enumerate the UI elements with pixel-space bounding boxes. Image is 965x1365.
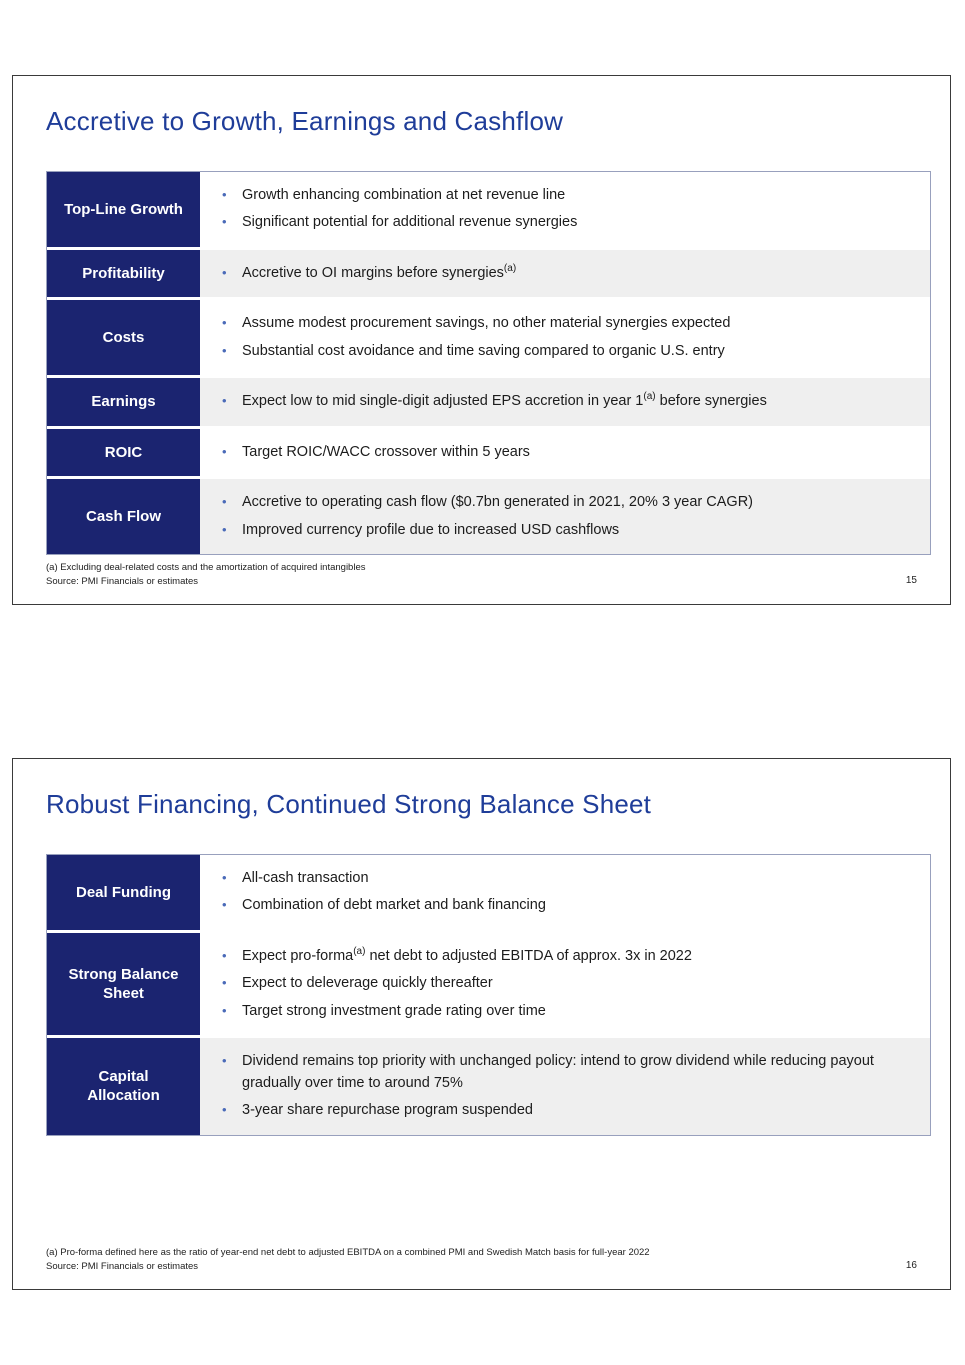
bullet-icon: • xyxy=(222,443,227,459)
bullet-item xyxy=(222,868,908,889)
row-label: Cash Flow xyxy=(47,479,200,554)
bullet-item xyxy=(222,442,908,463)
table-row xyxy=(47,1038,930,1134)
bullet-text: Substantial cost avoidance and time saving compared to organic U.S. entry xyxy=(242,342,725,359)
slide-title: Accretive to Growth, Earnings and Cashflow xyxy=(46,106,564,136)
bullet-text: 3-year share repurchase program suspended xyxy=(242,1102,533,1119)
footnote-line: Source: PMI Financials or estimates xyxy=(46,1260,199,1272)
row-content xyxy=(200,250,930,297)
bullet-item xyxy=(222,185,908,206)
bullet-text: Expect low to mid single-digit adjusted EPS accretion in year 1$^{(a)}$ before synergies xyxy=(242,391,767,410)
row-label: Profitability xyxy=(47,250,200,297)
bullet-icon: • xyxy=(222,187,227,202)
bullet-text: Expect pro-forma$^{(a)}$ net debt to adjusted EBITDA of approx. 3x in 2022 xyxy=(242,946,692,964)
row-content xyxy=(200,300,930,375)
bullet-icon: • xyxy=(222,947,227,963)
bullet-text: Dividend remains top priority with unchanged policy: intend to grow dividend while reducing payout gradually over time to around 75% xyxy=(242,1053,874,1091)
bullet-text: Target strong investment grade rating over time xyxy=(242,1002,546,1019)
bullet-icon: • xyxy=(222,975,227,991)
bullet-item xyxy=(222,263,908,284)
bullet-item xyxy=(222,492,908,513)
row-label: Strong Balance Sheet xyxy=(47,933,200,1035)
table-row xyxy=(47,378,930,425)
footnotes xyxy=(46,561,366,588)
table-row xyxy=(47,300,930,375)
bullet-text: Target ROIC/WACC crossover within 5 years xyxy=(242,443,530,460)
bullet-text: Assume modest procurement savings, no other material synergies expected xyxy=(242,315,731,332)
table-row xyxy=(47,172,930,247)
bullet-icon: • xyxy=(222,214,227,230)
table-row xyxy=(47,855,930,930)
row-content xyxy=(200,429,930,476)
bullet-item xyxy=(222,313,908,334)
row-label: Capital Allocation xyxy=(47,1038,200,1134)
row-content xyxy=(200,378,930,425)
row-content xyxy=(200,172,930,247)
bullet-item xyxy=(222,946,908,967)
page-number: 15 xyxy=(905,575,917,586)
table-row xyxy=(47,479,930,554)
table-row xyxy=(47,250,930,297)
bullet-item xyxy=(222,391,908,412)
slide-title: Robust Financing, Continued Strong Balance Sheet xyxy=(46,789,652,819)
bullet-item xyxy=(222,973,908,994)
bullet-icon: • xyxy=(222,870,227,885)
bullet-text: Improved currency profile due to increased USD cashflows xyxy=(242,521,620,538)
row-content xyxy=(200,1038,930,1134)
page-number: 16 xyxy=(905,1260,917,1271)
bullet-icon: • xyxy=(222,521,227,537)
bullet-icon: • xyxy=(222,1053,227,1069)
bullet-text: Accretive to operating cash flow ($0.7bn generated in 2021, 20% 3 year CAGR) xyxy=(242,494,754,511)
footnote-line: Source: PMI Financials or estimates xyxy=(46,575,199,587)
bullet-item xyxy=(222,520,908,541)
bullet-item xyxy=(222,895,908,916)
bullet-icon: • xyxy=(222,897,227,913)
slide-accretive-growth xyxy=(12,75,951,605)
bullet-icon: • xyxy=(222,342,227,358)
bullet-text: Combination of debt market and bank financing xyxy=(242,897,546,914)
bullet-icon: • xyxy=(222,315,227,331)
bullet-item xyxy=(222,1100,908,1121)
row-label: ROIC xyxy=(47,429,200,476)
bullet-item xyxy=(222,212,908,233)
bullet-icon: • xyxy=(222,393,227,409)
row-content xyxy=(200,479,930,554)
bullet-text: Significant potential for additional revenue synergies xyxy=(242,214,578,231)
bullet-icon: • xyxy=(222,1102,227,1118)
row-content xyxy=(200,933,930,1035)
bullet-text: All-cash transaction xyxy=(242,870,369,886)
bullet-text: Growth enhancing combination at net revenue line xyxy=(242,187,566,203)
table-row xyxy=(47,429,930,476)
row-table xyxy=(46,171,931,555)
bullet-icon: • xyxy=(222,494,227,510)
row-label: Top-Line Growth xyxy=(47,172,200,247)
bullet-icon: • xyxy=(222,264,227,280)
bullet-text: Expect to deleverage quickly thereafter xyxy=(242,975,493,992)
table-row xyxy=(47,933,930,1035)
row-content xyxy=(200,855,930,930)
footnote-line: (a) Pro-forma defined here as the ratio of year-end net debt to adjusted EBITDA on a combined PMI and Swedish Match basis for full-year 2022 xyxy=(46,1247,650,1259)
row-table xyxy=(46,854,931,1136)
row-label: Costs xyxy=(47,300,200,375)
bullet-icon: • xyxy=(222,1002,227,1018)
bullet-text: Accretive to OI margins before synergies$^{(a)}$ xyxy=(242,263,517,281)
row-label: Deal Funding xyxy=(47,855,200,930)
slide-robust-financing xyxy=(12,758,951,1290)
footnote-line: (a) Excluding deal-related costs and the amortization of acquired intangibles xyxy=(46,562,366,574)
footnotes xyxy=(46,1246,650,1273)
bullet-item xyxy=(222,341,908,362)
bullet-item xyxy=(222,1001,908,1022)
bullet-item xyxy=(222,1051,908,1094)
row-label: Earnings xyxy=(47,378,200,425)
